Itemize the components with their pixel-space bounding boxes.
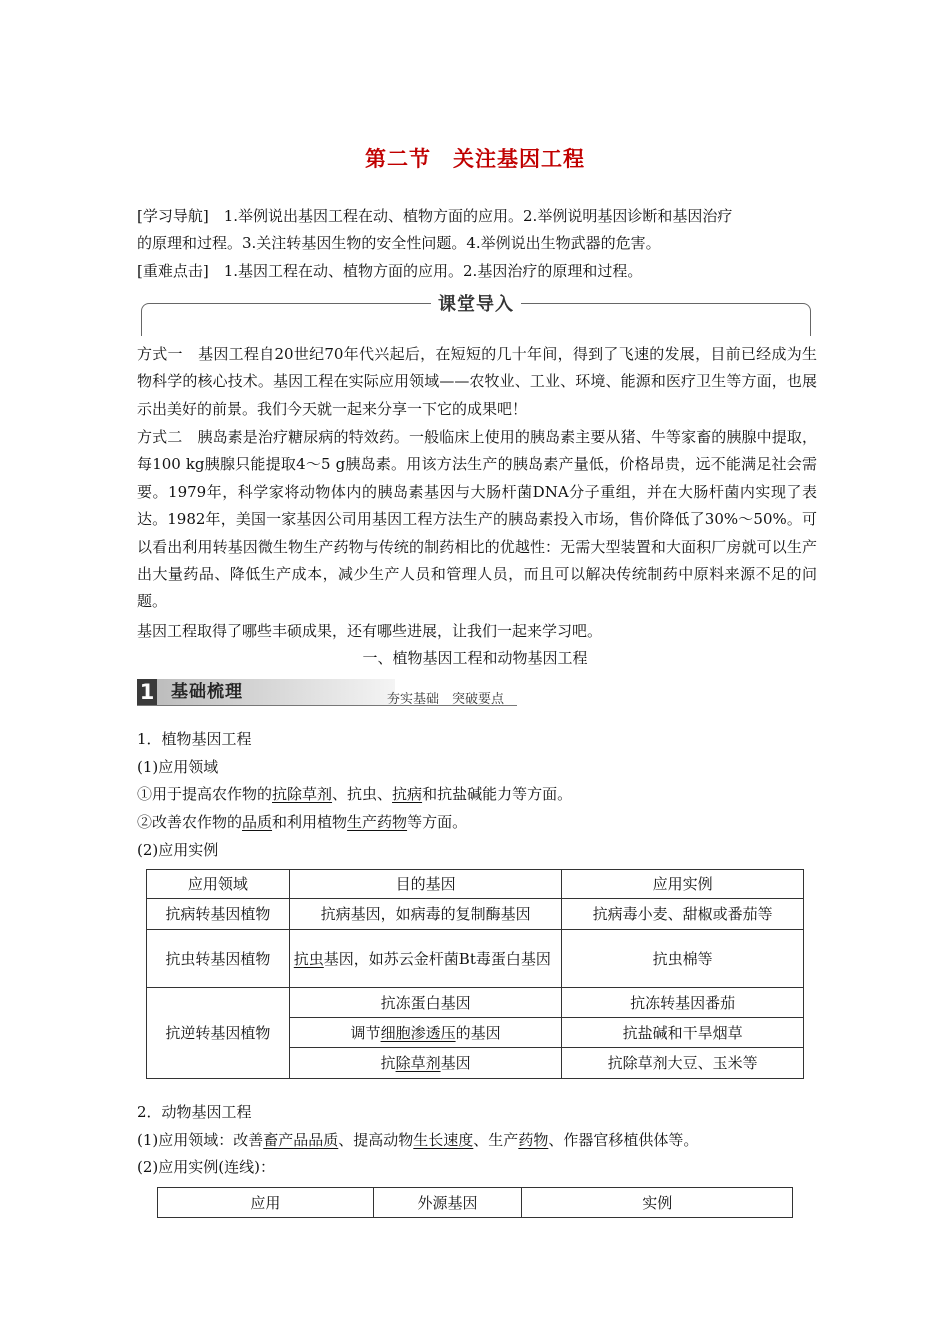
intro-way2: 方式二 胰岛素是治疗糖尿病的特效药。一般临床上使用的胰岛素主要从猪、牛等家畜的胰腺中提取，每100 kg胰腺只能提取4～5 g胰岛素。用该方法生产的胰岛素产量低，价格昂贵，远不能满足社会需要。1979年，科学家将动物体内的胰岛素基因与大肠杆菌DNA分子重组，并在大肠杆菌内实现了表达。1982年，美国一家基因公司用基因工程方法生产的胰岛素投入市场，售价降低了30%～50%。可以看出利用转基因微生物生产药物与传统的制药相比的优越性：无需大型装置和大面积厂房就可以生产出大量药品、降低生产成本，减少生产人员和管理人员，而且可以解决传统制药中原料来源不足的问题。 bbox=[137, 428, 817, 611]
intro-header-label: 课堂导入 bbox=[438, 294, 514, 315]
table-row: 调节细胞渗透压的基因 抗盐碱和干旱烟草 bbox=[147, 1018, 804, 1048]
intro-closing: 基因工程取得了哪些丰硕成果，还有哪些进展，让我们一起来学习吧。 bbox=[137, 622, 603, 640]
table-header-row: 应用领域 目的基因 应用实例 bbox=[147, 870, 804, 899]
key-points: [重难点击] 1.基因工程在动、植物方面的应用。2.基因治疗的原理和过程。 bbox=[137, 262, 643, 280]
animal-heading: 2．动物基因工程 bbox=[137, 1103, 252, 1121]
banner-title: 基础梳理 bbox=[171, 682, 243, 702]
plant-sub2: (2)应用实例 bbox=[137, 841, 219, 859]
basics-banner bbox=[137, 679, 517, 709]
table-row: 抗除草剂基因 抗除草剂大豆、玉米等 bbox=[147, 1048, 804, 1079]
learning-guide-line1: [学习导航] 1.举例说出基因工程在动、植物方面的应用。2.举例说明基因诊断和基因治疗 bbox=[137, 207, 733, 225]
section-heading: 一、植物基因工程和动物基因工程 bbox=[362, 649, 588, 667]
animal-sub2: (2)应用实例(连线)： bbox=[137, 1158, 275, 1176]
table-row: 抗虫转基因植物 抗虫基因，如苏云金杆菌Bt毒蛋白基因 抗虫棉等 bbox=[147, 930, 804, 988]
table-row: 抗病转基因植物 抗病基因，如病毒的复制酶基因 抗病毒小麦、甜椒或番茄等 bbox=[147, 899, 804, 930]
banner-subtitle: 夯实基础 突破要点 bbox=[387, 692, 505, 707]
banner-number: 1 bbox=[137, 679, 157, 705]
plant-heading: 1．植物基因工程 bbox=[137, 730, 252, 748]
plant-item1: ①用于提高农作物的抗除草剂、抗虫、抗病和抗盐碱能力等方面。 bbox=[137, 785, 573, 803]
page-title: 第二节 关注基因工程 bbox=[365, 147, 585, 171]
intro-way1: 方式一 基因工程自20世纪70年代兴起后，在短短的几十年间，得到了飞速的发展，目前已经成为生物科学的核心技术。基因工程在实际应用领域——农牧业、工业、环境、能源和医疗卫生等方面，也展示出美好的前景。我们今天就一起来分享一下它的成果吧！ bbox=[137, 345, 817, 418]
plant-sub1: (1)应用领域 bbox=[137, 758, 219, 776]
table-row: 抗逆转基因植物 抗冻蛋白基因 抗冻转基因番茄 bbox=[147, 988, 804, 1018]
plant-examples-table bbox=[146, 869, 804, 1079]
animal-examples-table bbox=[157, 1187, 793, 1218]
animal-sub1: (1)应用领域：改善畜产品品质、提高动物生长速度、生产药物、作器官移植供体等。 bbox=[137, 1131, 699, 1149]
table-header-row: 应用 外源基因 实例 bbox=[158, 1188, 793, 1218]
plant-item2: ②改善农作物的品质和利用植物生产药物等方面。 bbox=[137, 813, 468, 831]
learning-guide-line2: 的原理和过程。3.关注转基因生物的安全性问题。4.举例说出生物武器的危害。 bbox=[137, 234, 661, 252]
intro-header-frame bbox=[141, 294, 811, 335]
